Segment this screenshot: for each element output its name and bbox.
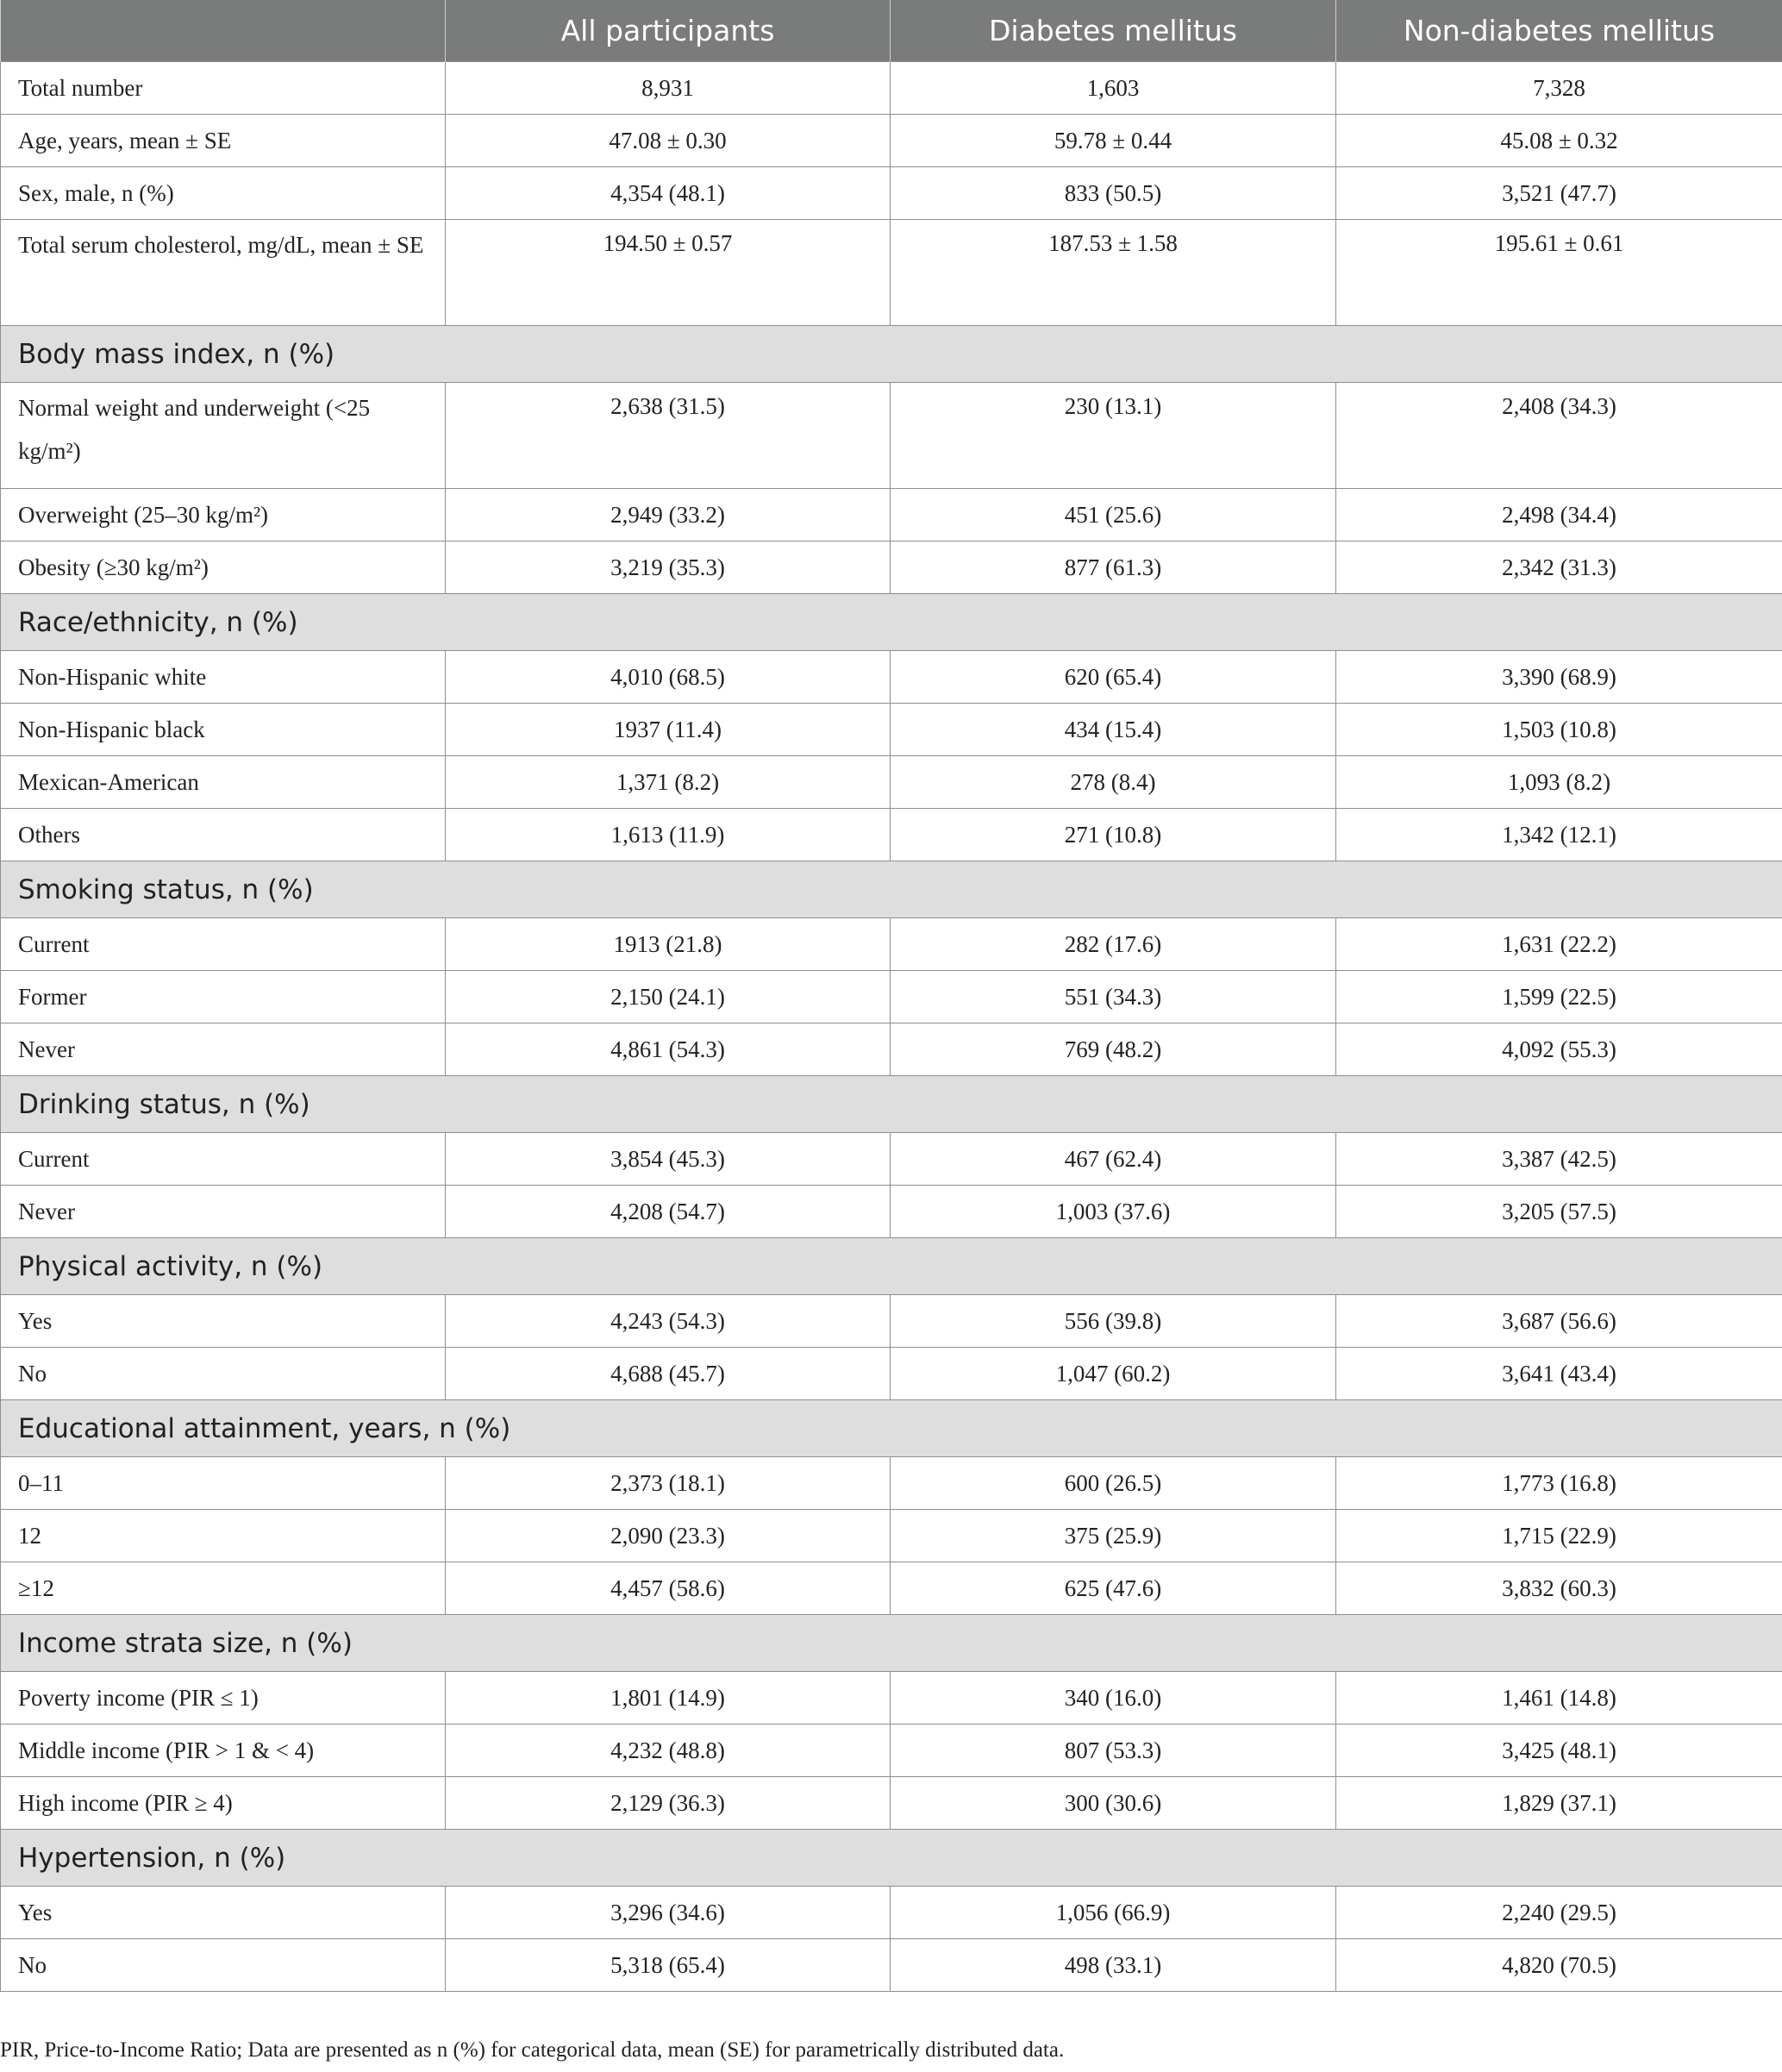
cell-non-diabetes-mellitus: 1,715 (22.9) [1336,1510,1782,1562]
cell-diabetes-mellitus: 451 (25.6) [891,489,1336,541]
table-footnote: PIR, Price-to-Income Ratio; Data are presented as n (%) for categorical data, mean (SE) for parametrically distributed data. [0,2038,1065,2062]
section-heading: Educational attainment, years, n (%) [1,1400,1782,1457]
cell-all-participants: 4,208 (54.7) [446,1186,891,1238]
table-row [1,918,1782,971]
row-label: Middle income (PIR > 1 & < 4) [1,1725,446,1777]
row-label: Others [1,809,446,861]
cell-all-participants: 1,371 (8.2) [446,756,891,809]
cell-all-participants: 47.08 ± 0.30 [446,115,891,167]
row-label: Mexican-American [1,756,446,809]
row-label: Never [1,1186,446,1238]
cell-all-participants: 2,090 (23.3) [446,1510,891,1562]
cell-diabetes-mellitus: 833 (50.5) [891,167,1336,220]
row-label: Overweight (25–30 kg/m²) [1,489,446,541]
cell-non-diabetes-mellitus: 3,390 (68.9) [1336,651,1782,704]
cell-non-diabetes-mellitus: 4,092 (55.3) [1336,1023,1782,1076]
header-non-diabetes-mellitus: Non-diabetes mellitus [1336,0,1782,62]
row-label: Former [1,971,446,1023]
row-label: Age, years, mean ± SE [1,115,446,167]
row-label: Total serum cholesterol, mg/dL, mean ± SE [1,220,446,326]
table-row [1,167,1782,220]
cell-diabetes-mellitus: 59.78 ± 0.44 [891,115,1336,167]
section-row [1,861,1782,918]
cell-all-participants: 2,949 (33.2) [446,489,891,541]
table-row [1,1186,1782,1238]
table-row [1,1510,1782,1562]
cell-all-participants: 2,129 (36.3) [446,1777,891,1830]
section-heading: Income strata size, n (%) [1,1615,1782,1672]
cell-all-participants: 2,150 (24.1) [446,971,891,1023]
table-row [1,971,1782,1023]
cell-diabetes-mellitus: 467 (62.4) [891,1133,1336,1186]
cell-non-diabetes-mellitus: 4,820 (70.5) [1336,1939,1782,1992]
table-row [1,1939,1782,1992]
row-label: ≥12 [1,1562,446,1615]
cell-non-diabetes-mellitus: 2,408 (34.3) [1336,383,1782,489]
cell-all-participants: 5,318 (65.4) [446,1939,891,1992]
cell-diabetes-mellitus: 769 (48.2) [891,1023,1336,1076]
table-row [1,62,1782,115]
cell-diabetes-mellitus: 1,603 [891,62,1336,115]
cell-all-participants: 1,801 (14.9) [446,1672,891,1725]
section-heading: Smoking status, n (%) [1,861,1782,918]
cell-diabetes-mellitus: 1,047 (60.2) [891,1348,1336,1400]
row-label: 12 [1,1510,446,1562]
row-label: Total number [1,62,446,115]
cell-all-participants: 2,373 (18.1) [446,1457,891,1510]
table-row [1,1295,1782,1348]
row-label: Poverty income (PIR ≤ 1) [1,1672,446,1725]
row-label: Non-Hispanic black [1,704,446,756]
cell-diabetes-mellitus: 434 (15.4) [891,704,1336,756]
cell-non-diabetes-mellitus: 195.61 ± 0.61 [1336,220,1782,326]
cell-diabetes-mellitus: 556 (39.8) [891,1295,1336,1348]
table-row [1,220,1782,326]
row-label: Current [1,1133,446,1186]
row-label: No [1,1939,446,1992]
cell-non-diabetes-mellitus: 1,599 (22.5) [1336,971,1782,1023]
table-row [1,1672,1782,1725]
cell-diabetes-mellitus: 620 (65.4) [891,651,1336,704]
cell-diabetes-mellitus: 340 (16.0) [891,1672,1336,1725]
cell-all-participants: 4,457 (58.6) [446,1562,891,1615]
row-label: 0–11 [1,1457,446,1510]
cell-diabetes-mellitus: 1,056 (66.9) [891,1887,1336,1939]
cell-all-participants: 194.50 ± 0.57 [446,220,891,326]
cell-diabetes-mellitus: 375 (25.9) [891,1510,1336,1562]
cell-all-participants: 1,613 (11.9) [446,809,891,861]
cell-non-diabetes-mellitus: 1,503 (10.8) [1336,704,1782,756]
cell-diabetes-mellitus: 807 (53.3) [891,1725,1336,1777]
header-all-participants: All participants [446,0,891,62]
cell-diabetes-mellitus: 278 (8.4) [891,756,1336,809]
section-row [1,1615,1782,1672]
cell-diabetes-mellitus: 300 (30.6) [891,1777,1336,1830]
cell-non-diabetes-mellitus: 1,342 (12.1) [1336,809,1782,861]
section-heading: Body mass index, n (%) [1,326,1782,383]
table-row [1,1725,1782,1777]
cell-non-diabetes-mellitus: 3,425 (48.1) [1336,1725,1782,1777]
cell-non-diabetes-mellitus: 2,240 (29.5) [1336,1887,1782,1939]
cell-non-diabetes-mellitus: 1,093 (8.2) [1336,756,1782,809]
row-label: No [1,1348,446,1400]
section-row [1,1238,1782,1295]
cell-all-participants: 8,931 [446,62,891,115]
section-heading: Physical activity, n (%) [1,1238,1782,1295]
table-row [1,383,1782,489]
row-label: Current [1,918,446,971]
cell-non-diabetes-mellitus: 1,773 (16.8) [1336,1457,1782,1510]
cell-non-diabetes-mellitus: 3,687 (56.6) [1336,1295,1782,1348]
row-label: Never [1,1023,446,1076]
section-row [1,1076,1782,1133]
cell-diabetes-mellitus: 600 (26.5) [891,1457,1336,1510]
table-header [1,0,1782,62]
cell-all-participants: 3,296 (34.6) [446,1887,891,1939]
cell-non-diabetes-mellitus: 1,631 (22.2) [1336,918,1782,971]
row-label: Sex, male, n (%) [1,167,446,220]
table-row [1,1348,1782,1400]
cell-all-participants: 2,638 (31.5) [446,383,891,489]
table-row [1,1023,1782,1076]
cell-diabetes-mellitus: 1,003 (37.6) [891,1186,1336,1238]
cell-non-diabetes-mellitus: 1,829 (37.1) [1336,1777,1782,1830]
cell-all-participants: 1913 (21.8) [446,918,891,971]
cell-diabetes-mellitus: 282 (17.6) [891,918,1336,971]
table-row [1,541,1782,594]
table-row [1,704,1782,756]
cell-all-participants: 4,010 (68.5) [446,651,891,704]
cell-non-diabetes-mellitus: 2,342 (31.3) [1336,541,1782,594]
row-label: Obesity (≥30 kg/m²) [1,541,446,594]
cell-diabetes-mellitus: 271 (10.8) [891,809,1336,861]
section-row [1,326,1782,383]
row-label: High income (PIR ≥ 4) [1,1777,446,1830]
cell-non-diabetes-mellitus: 3,521 (47.7) [1336,167,1782,220]
table-row [1,756,1782,809]
header-row [1,0,1782,62]
table-row [1,115,1782,167]
cell-diabetes-mellitus: 498 (33.1) [891,1939,1336,1992]
cell-non-diabetes-mellitus: 1,461 (14.8) [1336,1672,1782,1725]
cell-all-participants: 3,854 (45.3) [446,1133,891,1186]
row-label: Yes [1,1887,446,1939]
table-row [1,651,1782,704]
cell-non-diabetes-mellitus: 3,641 (43.4) [1336,1348,1782,1400]
cell-all-participants: 4,861 (54.3) [446,1023,891,1076]
table-row [1,489,1782,541]
section-heading: Hypertension, n (%) [1,1830,1782,1887]
header-variable [1,0,446,62]
cell-all-participants: 3,219 (35.3) [446,541,891,594]
table-row [1,1777,1782,1830]
cell-diabetes-mellitus: 187.53 ± 1.58 [891,220,1336,326]
cell-non-diabetes-mellitus: 3,387 (42.5) [1336,1133,1782,1186]
header-diabetes-mellitus: Diabetes mellitus [891,0,1336,62]
table-row [1,809,1782,861]
cell-diabetes-mellitus: 230 (13.1) [891,383,1336,489]
table-row [1,1562,1782,1615]
table-row [1,1457,1782,1510]
section-heading: Drinking status, n (%) [1,1076,1782,1133]
table-row [1,1887,1782,1939]
section-row [1,594,1782,651]
section-row [1,1400,1782,1457]
row-label: Yes [1,1295,446,1348]
cell-all-participants: 1937 (11.4) [446,704,891,756]
cell-diabetes-mellitus: 877 (61.3) [891,541,1336,594]
cell-non-diabetes-mellitus: 3,205 (57.5) [1336,1186,1782,1238]
section-row [1,1830,1782,1887]
cell-diabetes-mellitus: 551 (34.3) [891,971,1336,1023]
table-row [1,1133,1782,1186]
cell-non-diabetes-mellitus: 45.08 ± 0.32 [1336,115,1782,167]
cell-all-participants: 4,243 (54.3) [446,1295,891,1348]
cell-non-diabetes-mellitus: 7,328 [1336,62,1782,115]
cell-all-participants: 4,688 (45.7) [446,1348,891,1400]
cell-non-diabetes-mellitus: 3,832 (60.3) [1336,1562,1782,1615]
cell-all-participants: 4,232 (48.8) [446,1725,891,1777]
cell-non-diabetes-mellitus: 2,498 (34.4) [1336,489,1782,541]
row-label: Normal weight and underweight (<25 kg/m²) [1,383,446,489]
cell-diabetes-mellitus: 625 (47.6) [891,1562,1336,1615]
table-body [1,62,1782,1992]
cell-all-participants: 4,354 (48.1) [446,167,891,220]
row-label: Non-Hispanic white [1,651,446,704]
section-heading: Race/ethnicity, n (%) [1,594,1782,651]
